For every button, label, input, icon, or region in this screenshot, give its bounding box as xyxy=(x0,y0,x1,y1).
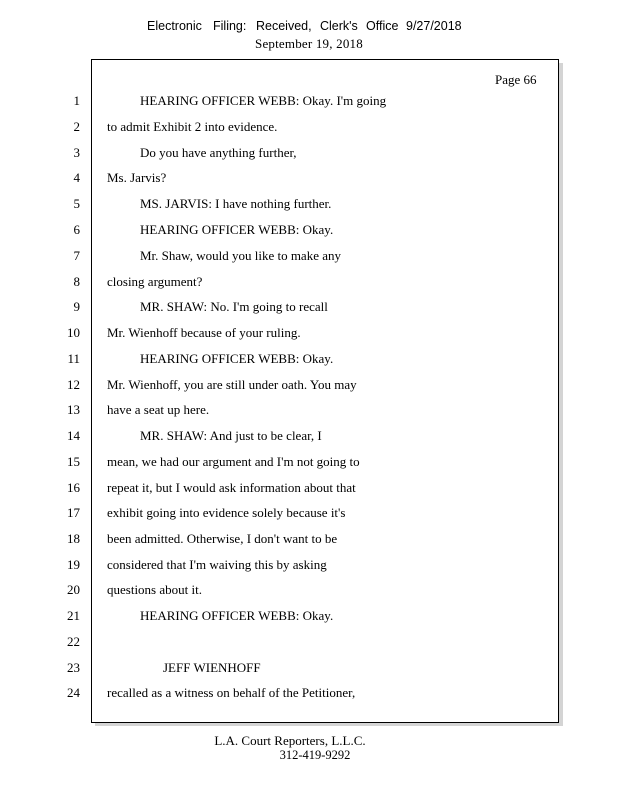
transcript-line-text-row xyxy=(0,399,210,421)
line-number: 2 xyxy=(73,119,80,134)
line-text: closing argument? xyxy=(107,274,203,289)
transcript-line-text-row xyxy=(0,142,297,164)
line-text: Do you have anything further, xyxy=(140,145,297,160)
line-number: 6 xyxy=(73,222,80,237)
line-text: repeat it, but I would ask information about that xyxy=(107,480,356,495)
line-text: exhibit going into evidence solely because it's xyxy=(107,505,346,520)
line-text: JEFF WIENHOFF xyxy=(163,660,261,675)
line-number: 15 xyxy=(67,454,80,469)
transcript-line-text-row xyxy=(0,348,334,370)
line-text: Ms. Jarvis? xyxy=(107,170,167,185)
transcript-date: September 19, 2018 xyxy=(255,36,363,51)
transcript-line-text-row xyxy=(0,528,338,550)
transcript-line-text-row xyxy=(0,322,301,344)
line-text: MS. JARVIS: I have nothing further. xyxy=(140,196,332,211)
transcript-line-text-row xyxy=(0,425,322,447)
line-number: 20 xyxy=(67,582,80,597)
line-number: 17 xyxy=(67,505,80,520)
line-text: MR. SHAW: No. I'm going to recall xyxy=(140,299,328,314)
transcript-line-text-row xyxy=(0,451,360,473)
transcript-line-text-row xyxy=(0,631,88,653)
line-text: HEARING OFFICER WEBB: Okay. xyxy=(140,222,334,237)
transcript-line-text-row xyxy=(0,605,334,627)
line-number: 10 xyxy=(67,325,80,340)
efiling-stamp xyxy=(0,19,618,35)
line-number: 7 xyxy=(73,248,80,263)
line-text: recalled as a witness on behalf of the Petitioner, xyxy=(107,685,356,700)
line-number: 1 xyxy=(73,93,80,108)
line-text: HEARING OFFICER WEBB: Okay. xyxy=(140,608,334,623)
line-text: Mr. Wienhoff, you are still under oath. You may xyxy=(107,377,357,392)
line-text: mean, we had our argument and I'm not going to xyxy=(107,454,360,469)
line-number: 18 xyxy=(67,531,80,546)
line-text: questions about it. xyxy=(107,582,202,597)
line-text: Mr. Wienhoff because of your ruling. xyxy=(107,325,301,340)
transcript-line-text-row xyxy=(0,271,203,293)
stamp-word: 9/27/2018 xyxy=(406,19,462,33)
transcript-line-text-row xyxy=(0,477,356,499)
line-text: considered that I'm waiving this by asking xyxy=(107,557,327,572)
line-number: 19 xyxy=(67,557,80,572)
line-text: Mr. Shaw, would you like to make any xyxy=(140,248,341,263)
transcript-line-text-row xyxy=(0,219,334,241)
line-number: 24 xyxy=(67,685,80,700)
page-number: Page 66 xyxy=(495,72,537,87)
transcript-line-text-row xyxy=(0,579,202,601)
transcript-line-text-row xyxy=(0,554,327,576)
line-number: 16 xyxy=(67,480,80,495)
reporter-company: L.A. Court Reporters, L.L.C. xyxy=(214,733,366,748)
transcript-line-text-row xyxy=(0,116,278,138)
transcript-line-text-row xyxy=(0,167,167,189)
line-text: been admitted. Otherwise, I don't want to be xyxy=(107,531,338,546)
transcript-line-text-row xyxy=(0,245,341,267)
transcript-line-text-row xyxy=(0,90,387,112)
line-number: 11 xyxy=(67,351,80,366)
stamp-word: Office xyxy=(366,19,399,33)
transcript-line-text-row xyxy=(0,502,346,524)
line-number: 5 xyxy=(73,196,80,211)
line-text: HEARING OFFICER WEBB: Okay. xyxy=(140,351,334,366)
line-number: 8 xyxy=(73,274,80,289)
line-number: 9 xyxy=(73,299,80,314)
line-number: 21 xyxy=(67,608,80,623)
line-number: 12 xyxy=(67,377,80,392)
line-number: 3 xyxy=(73,145,80,160)
line-number: 23 xyxy=(67,660,80,675)
transcript-line-text-row xyxy=(0,682,356,704)
transcript-line-text-row xyxy=(0,374,357,396)
stamp-word: Electronic xyxy=(147,19,202,33)
stamp-word: Filing: xyxy=(213,19,247,33)
reporter-phone: 312-419-9292 xyxy=(279,748,351,762)
transcript-line-text-row xyxy=(0,193,332,215)
stamp-word: Received, xyxy=(256,19,312,33)
line-number: 14 xyxy=(67,428,80,443)
line-number: 13 xyxy=(67,402,80,417)
transcript-line-text-row xyxy=(0,657,261,679)
transcript-line-text-row xyxy=(0,296,328,318)
line-number: 4 xyxy=(73,170,80,185)
line-text: MR. SHAW: And just to be clear, I xyxy=(140,428,322,443)
line-text: to admit Exhibit 2 into evidence. xyxy=(107,119,278,134)
line-number: 22 xyxy=(67,634,80,649)
line-text: have a seat up here. xyxy=(107,402,210,417)
line-text: HEARING OFFICER WEBB: Okay. I'm going xyxy=(140,93,387,108)
stamp-word: Clerk's xyxy=(320,19,358,33)
